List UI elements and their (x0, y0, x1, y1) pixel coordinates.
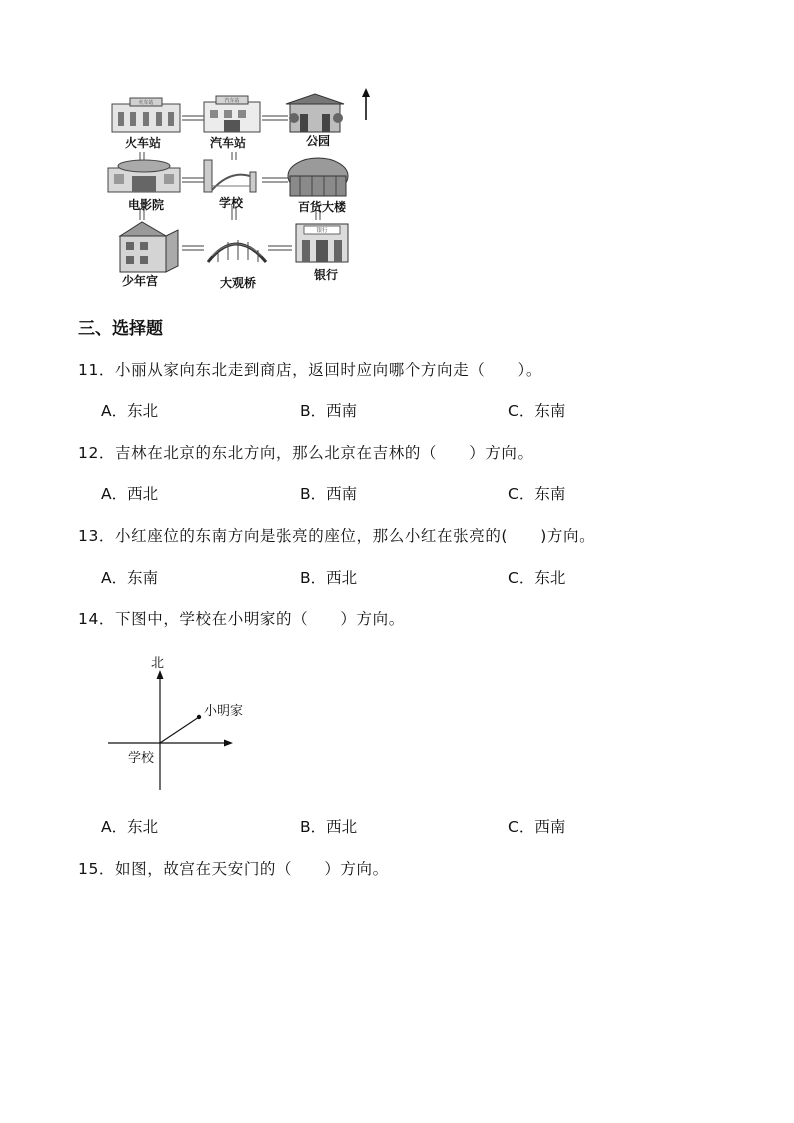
cinema-icon (108, 160, 180, 192)
question-14: 14．下图中，学校在小明家的（ ）方向。 (78, 610, 405, 628)
home-line (160, 717, 199, 743)
direction-diagram (100, 646, 250, 796)
map-label-park: 公园 (306, 134, 331, 148)
map-label-bridge: 大观桥 (220, 276, 257, 290)
question-13-option-a[interactable]: A．东南 (101, 569, 159, 587)
question-14-option-a[interactable]: A．东北 (101, 818, 159, 836)
question-12: 12．吉林在北京的东北方向，那么北京在吉林的（ ）方向。 (78, 444, 534, 462)
question-12-option-a[interactable]: A．西北 (101, 485, 159, 503)
department-store-icon (288, 158, 348, 196)
question-12-option-b[interactable]: B．西南 (300, 485, 358, 503)
question-13-option-b[interactable]: B．西北 (300, 569, 358, 587)
map-label-youth-palace: 少年宫 (122, 274, 159, 288)
north-arrow-icon (362, 88, 370, 120)
map-drawing (100, 86, 400, 296)
map-label-cinema: 电影院 (128, 198, 165, 212)
question-11: 11．小丽从家向东北走到商店，返回时应向哪个方向走（ ）。 (78, 361, 542, 379)
question-11-option-a[interactable]: A．东北 (101, 402, 159, 420)
school-icon (204, 160, 256, 192)
question-15: 15．如图，故宫在天安门的（ ）方向。 (78, 860, 389, 878)
map-figure (100, 86, 400, 296)
question-12-option-c[interactable]: C．东南 (508, 485, 566, 503)
question-13: 13．小红座位的东南方向是张亮的座位，那么小红在张亮的( )方向。 (78, 527, 596, 545)
north-arrow-head-icon (157, 670, 164, 679)
map-label-school: 学校 (219, 196, 244, 210)
park-icon (286, 94, 344, 132)
train-station-sign: 火车站 (138, 100, 154, 106)
bank-sign: 银行 (316, 228, 328, 234)
map-label-bank: 银行 (314, 268, 339, 282)
youth-palace-icon (120, 222, 178, 272)
question-13-option-c[interactable]: C．东北 (508, 569, 566, 587)
school-label: 学校 (128, 751, 155, 766)
home-point (197, 715, 201, 719)
bus-station-sign: 汽车站 (224, 98, 240, 104)
map-label-department-store: 百货大楼 (298, 200, 347, 214)
map-label-train-station: 火车站 (125, 136, 162, 150)
question-11-option-b[interactable]: B．西南 (300, 402, 358, 420)
map-label-bus-station: 汽车站 (210, 136, 247, 150)
section-title: 三、选择题 (78, 319, 163, 339)
bridge-icon (208, 240, 266, 262)
north-label: 北 (151, 656, 165, 671)
home-label: 小明家 (204, 704, 244, 719)
east-arrow-head-icon (224, 740, 233, 747)
direction-diagram-svg (100, 646, 250, 796)
question-14-option-c[interactable]: C．西南 (508, 818, 566, 836)
question-14-option-b[interactable]: B．西北 (300, 818, 358, 836)
question-11-option-c[interactable]: C．东南 (508, 402, 566, 420)
